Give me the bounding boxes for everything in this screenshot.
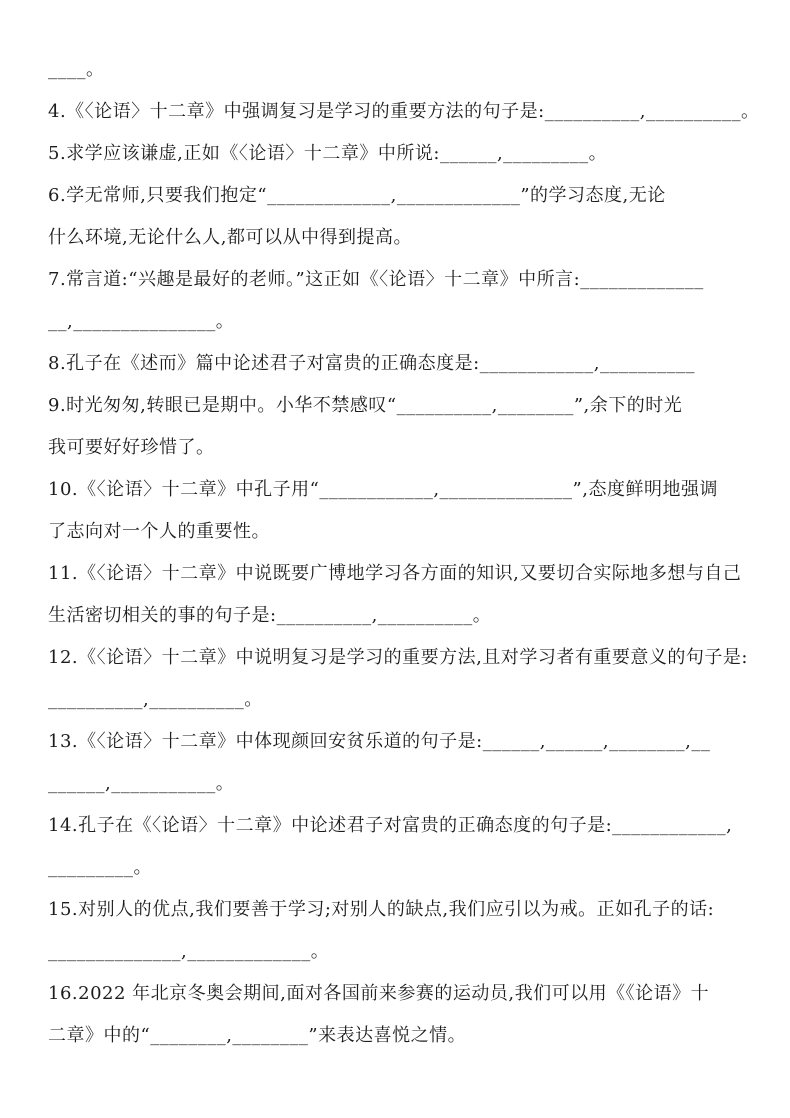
doc-line-question-15-continuation: ______________,_____________。	[48, 941, 330, 962]
doc-line-question-5: 5.求学应该谦虚,正如《〈论语〉十二章》中所说:______,_________。	[48, 143, 608, 164]
doc-line-question-13: 13.《〈论语〉十二章》中体现颜回安贫乐道的句子是:______,______,________,__	[48, 731, 711, 752]
doc-line-question-9-continuation: 我可要好好珍惜了。	[48, 437, 215, 458]
doc-line-question-4: 4.《〈论语〉十二章》中强调复习是学习的重要方法的句子是:__________,__________。	[48, 101, 760, 122]
doc-line-question-11: 11.《〈论语〉十二章》中说既要广博地学习各方面的知识,又要切合实际地多想与自己	[48, 563, 742, 584]
doc-line-question-10-continuation: 了志向对一个人的重要性。	[48, 521, 270, 542]
doc-line-question-15: 15.对别人的优点,我们要善于学习;对别人的缺点,我们应引以为戒。正如孔子的话:	[48, 899, 715, 920]
doc-line-blank-continuation: ____。	[48, 59, 105, 80]
doc-line-question-9: 9.时光匆匆,转眼已是期中。小华不禁感叹“__________,________”,余下的时光	[48, 395, 683, 416]
doc-line-question-8: 8.孔子在《述而》篇中论述君子对富贵的正确态度是:____________,__________	[48, 353, 695, 374]
doc-line-question-7-continuation: __,_______________。	[48, 311, 235, 332]
doc-line-question-16: 16.2022 年北京冬奥会期间,面对各国前来参赛的运动员,我们可以用《《论语》十	[48, 983, 710, 1004]
doc-line-question-11-continuation: 生活密切相关的事的句子是:__________,__________。	[48, 605, 492, 626]
doc-line-question-6: 6.学无常师,只要我们抱定“_____________,_____________”的学习态度,无论	[48, 185, 666, 206]
doc-line-question-12: 12.《〈论语〉十二章》中说明复习是学习的重要方法,且对学习者有重要意义的句子是:	[48, 647, 748, 668]
doc-line-question-16-continuation: 二章》中的“________,________”来表达喜悦之情。	[48, 1025, 467, 1046]
doc-line-question-13-continuation: ______,___________。	[48, 773, 235, 794]
doc-line-question-6-continuation: 什么环境,无论什么人,都可以从中得到提高。	[48, 227, 412, 248]
doc-line-question-14-continuation: _________。	[48, 857, 152, 878]
doc-line-question-14: 14.孔子在《〈论语〉十二章》中论述君子对富贵的正确态度的句子是:____________,	[48, 815, 733, 836]
doc-line-question-7: 7.常言道:“兴趣是最好的老师。”这正如《〈论语〉十二章》中所言:_____________	[48, 269, 704, 290]
doc-line-question-12-continuation: __________,__________。	[48, 689, 263, 710]
doc-line-question-10: 10.《〈论语〉十二章》中孔子用“____________,______________”,态度鲜明地强调	[48, 479, 718, 500]
